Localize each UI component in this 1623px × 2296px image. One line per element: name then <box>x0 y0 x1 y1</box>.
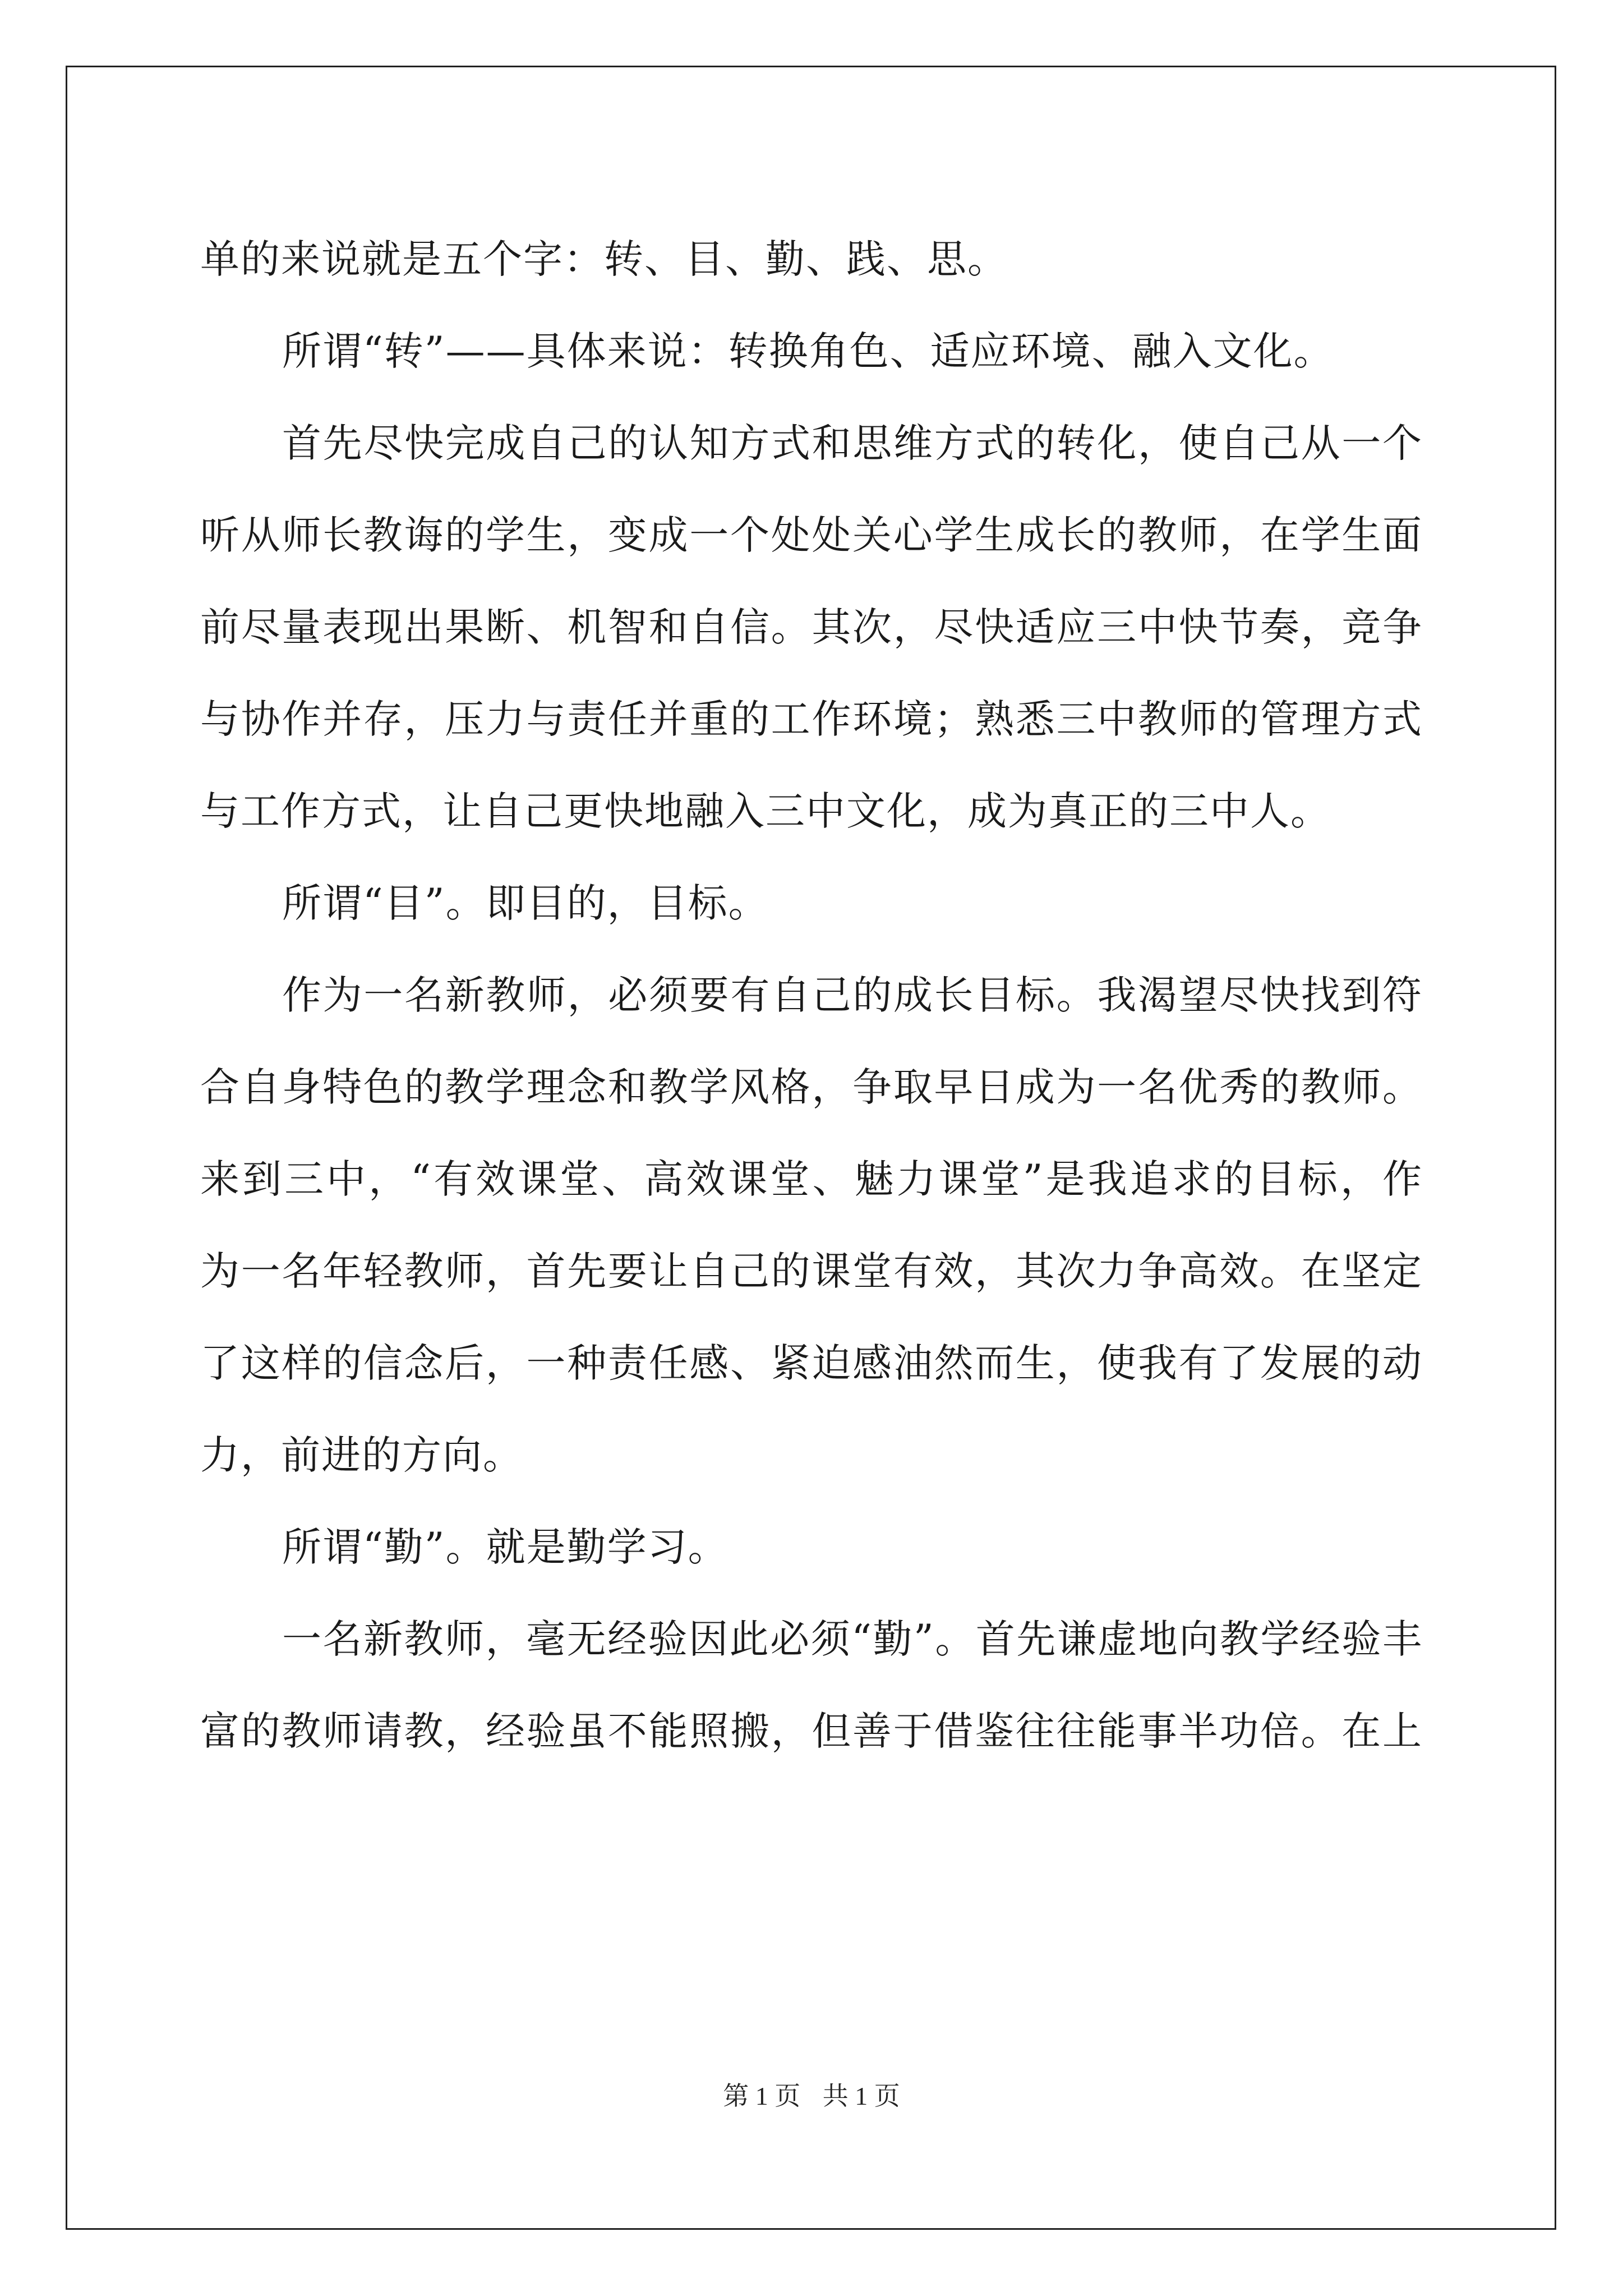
text-line: 来到三中，“有效课堂、高效课堂、魅力课堂”是我追求的目标，作 <box>200 1156 1423 1202</box>
page-footer <box>0 2076 1623 2113</box>
page-number: 第 1 页 <box>723 2082 801 2110</box>
text-line: 力，前进的方向。 <box>200 1432 523 1478</box>
text-line: 所谓“勤”。就是勤学习。 <box>282 1524 728 1570</box>
text-line: 富的教师请教，经验虽不能照搬，但善于借鉴往往能事半功倍。在上 <box>200 1708 1423 1754</box>
text-line: 首先尽快完成自己的认知方式和思维方式的转化，使自己从一个 <box>282 420 1423 466</box>
text-line: 作为一名新教师，必须要有自己的成长目标。我渴望尽快找到符 <box>282 972 1423 1018</box>
text-line: 前尽量表现出果断、机智和自信。其次，尽快适应三中快节奏，竞争 <box>200 604 1423 650</box>
text-line: 了这样的信念后，一种责任感、紧迫感油然而生，使我有了发展的动 <box>200 1340 1423 1386</box>
page-total: 共 1 页 <box>822 2082 900 2110</box>
document-body <box>200 213 1423 1777</box>
text-line: 所谓“转”——具体来说：转换角色、适应环境、融入文化。 <box>282 328 1334 374</box>
text-line: 与协作并存，压力与责任并重的工作环境；熟悉三中教师的管理方式 <box>200 696 1423 742</box>
text-line: 所谓“目”。即目的，目标。 <box>282 880 769 926</box>
text-line: 合自身特色的教学理念和教学风格，争取早日成为一名优秀的教师。 <box>200 1064 1423 1110</box>
text-line: 单的来说就是五个字：转、目、勤、践、思。 <box>200 236 1008 282</box>
text-line: 一名新教师，毫无经验因此必须“勤”。首先谦虚地向教学经验丰 <box>282 1616 1423 1662</box>
text-line: 与工作方式，让自己更快地融入三中文化，成为真正的三中人。 <box>200 788 1331 834</box>
text-line: 听从师长教诲的学生，变成一个处处关心学生成长的教师，在学生面 <box>200 512 1423 558</box>
text-line: 为一名年轻教师，首先要让自己的课堂有效，其次力争高效。在坚定 <box>200 1248 1423 1294</box>
